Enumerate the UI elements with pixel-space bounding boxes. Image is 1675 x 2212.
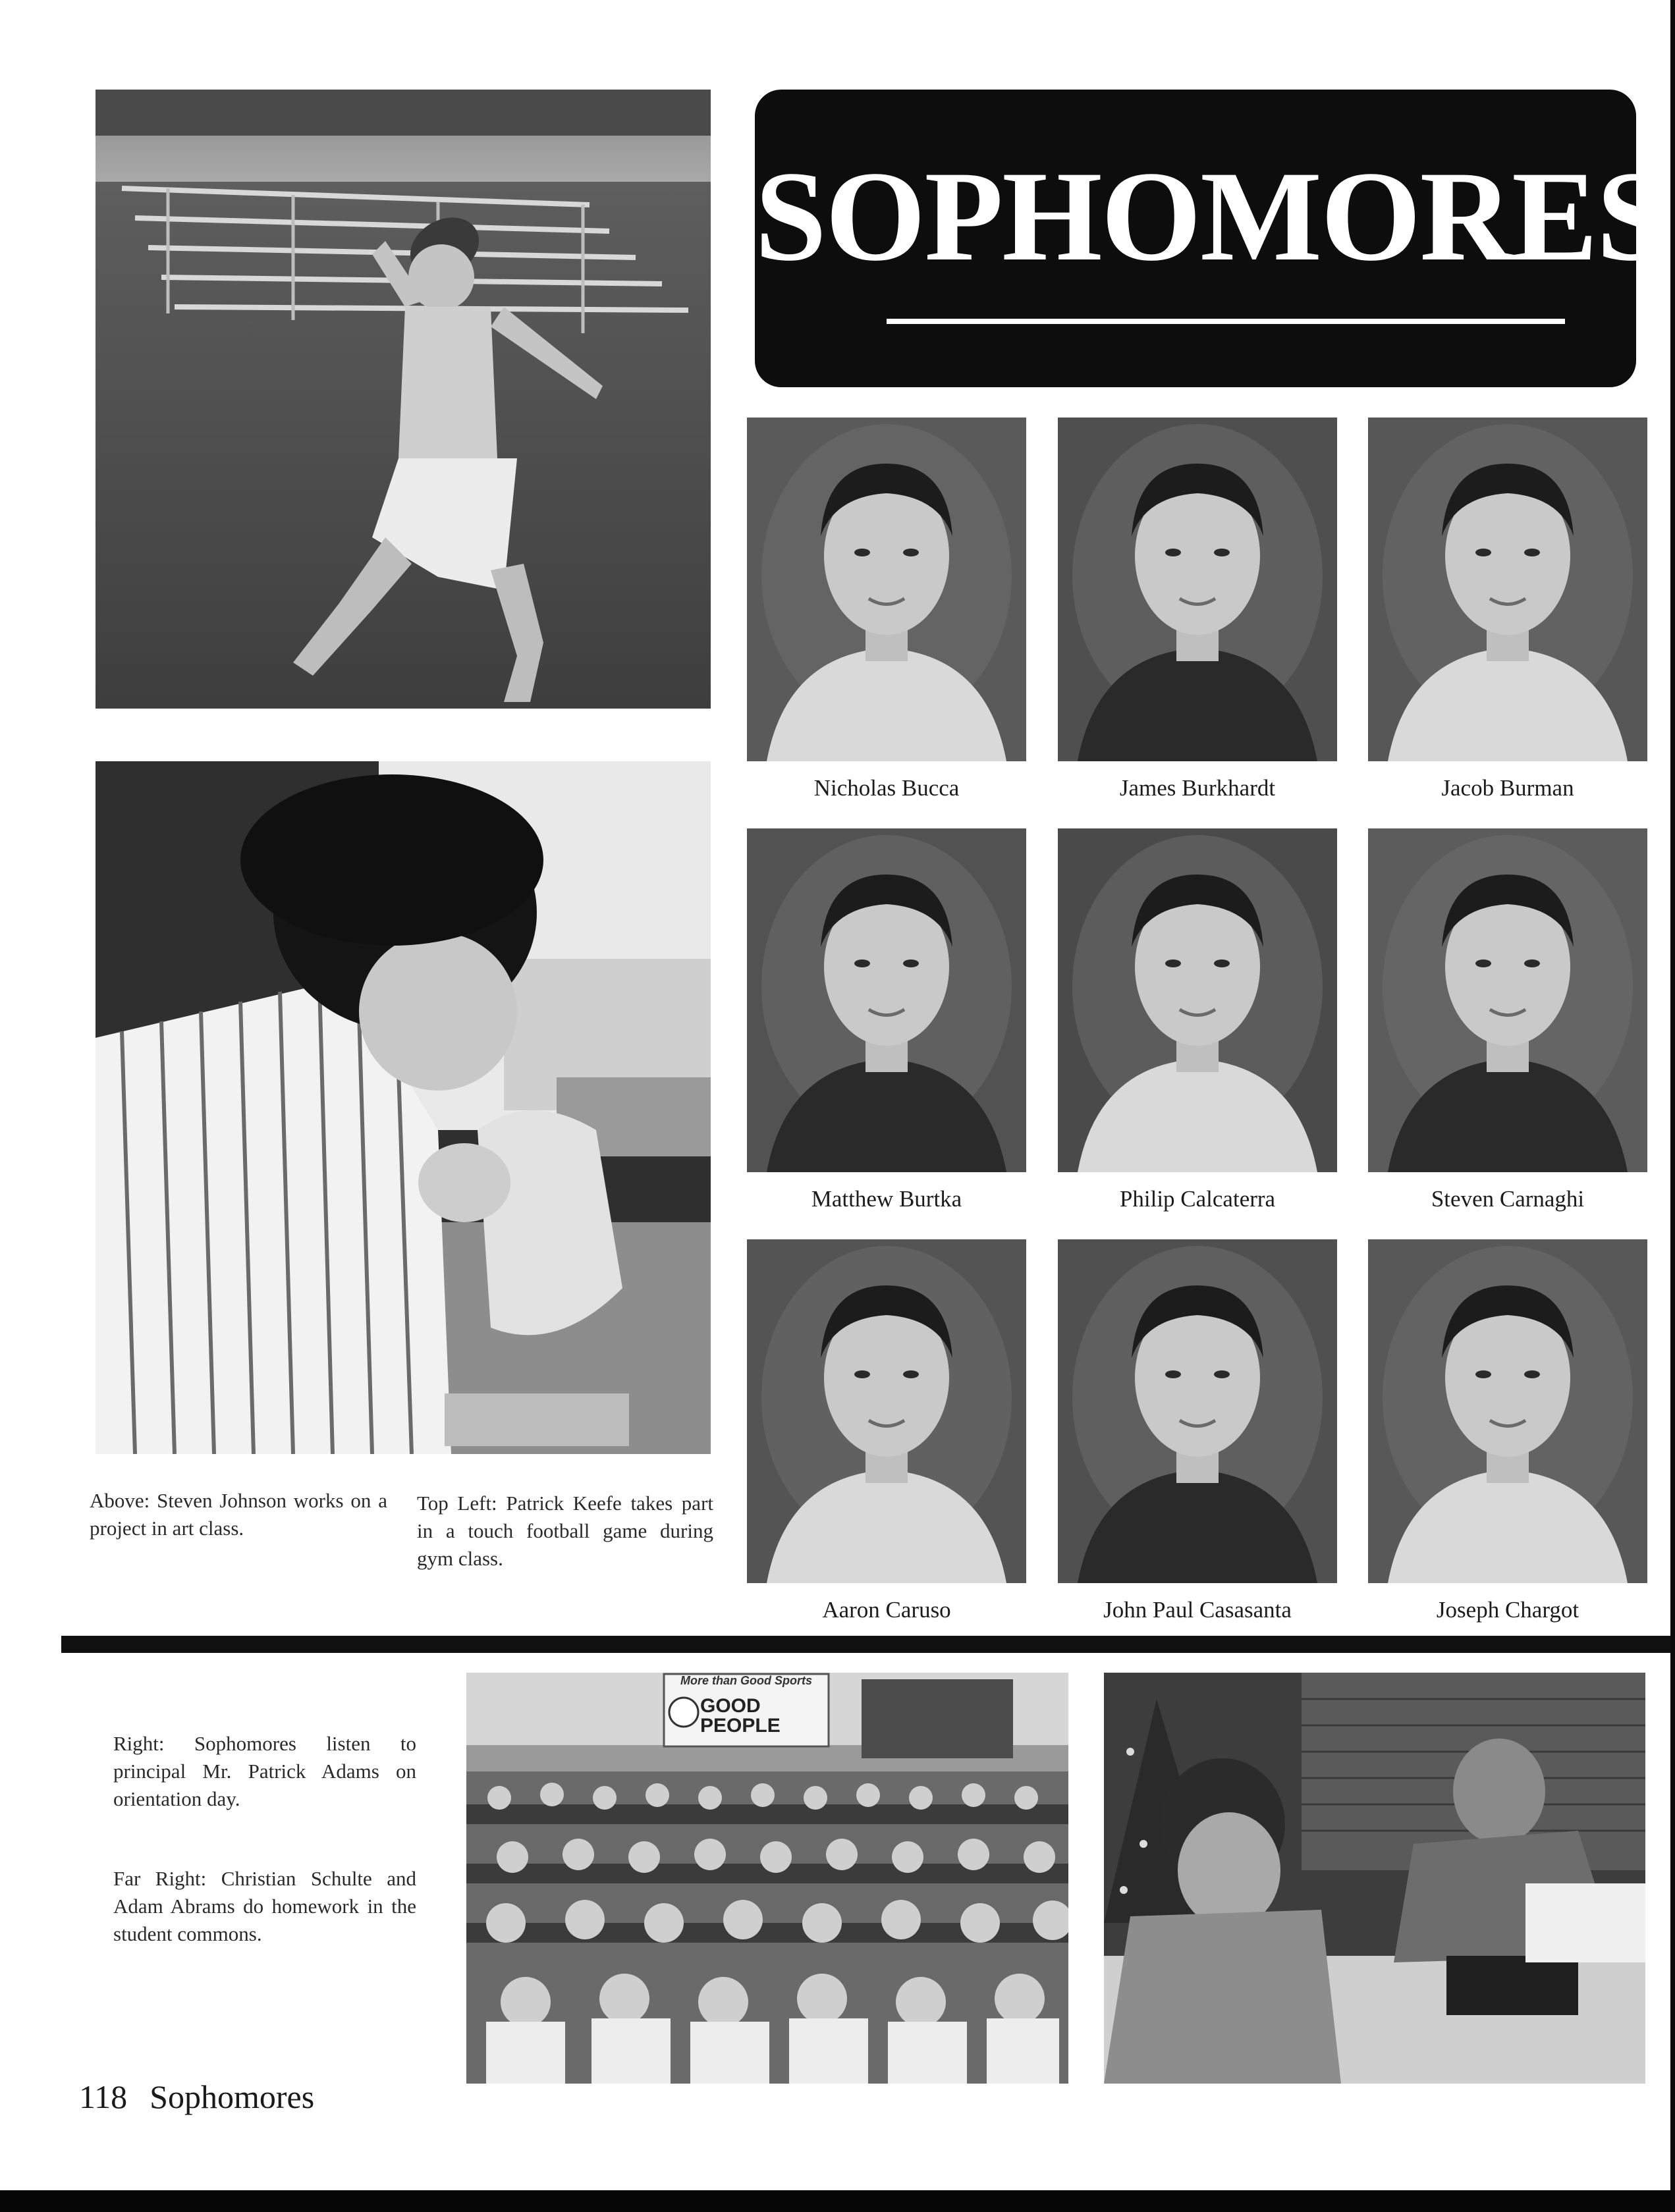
- orientation-photo: [466, 1673, 1068, 2084]
- orientation-banner-top: More than Good Sports: [680, 1674, 812, 1687]
- portrait-name: John Paul Casasanta: [1103, 1597, 1292, 1623]
- commons-photo: [1104, 1673, 1645, 2084]
- portrait-name: Joseph Chargot: [1436, 1597, 1579, 1623]
- section-title-banner: [755, 90, 1667, 387]
- title-underline: [887, 319, 1565, 324]
- page-bottom-edge: [0, 2190, 1675, 2212]
- page-number: 118: [79, 2078, 128, 2115]
- portrait-photo: [1058, 418, 1337, 761]
- portrait-photo: [1368, 1239, 1647, 1583]
- portrait-name: Matthew Burtka: [811, 1186, 962, 1212]
- portrait-photo: [747, 1239, 1026, 1583]
- footer-section-name: Sophomores: [150, 2078, 315, 2115]
- portrait-photo: [1368, 828, 1647, 1172]
- portrait-photo: [747, 418, 1026, 761]
- caption-far-right: Far Right: Christian Schulte and Adam Abrams do homework in the student commons.: [113, 1867, 416, 1945]
- portrait-name: Jacob Burman: [1441, 775, 1574, 801]
- portrait-photo: [1368, 418, 1647, 761]
- portrait-name: Philip Calcaterra: [1119, 1186, 1276, 1212]
- portrait-name: Steven Carnaghi: [1431, 1186, 1585, 1212]
- portrait-name: Aaron Caruso: [822, 1597, 951, 1623]
- page-right-edge: [1670, 0, 1675, 2212]
- orientation-banner-main: GOOD PEOPLE: [700, 1695, 781, 1737]
- portrait-photo: [747, 828, 1026, 1172]
- football-photo: [96, 90, 711, 709]
- caption-top-left: Top Left: Patrick Keefe takes part in a touch football game during gym class.: [417, 1492, 713, 1570]
- caption-right: Right: Sophomores listen to principal Mr. Patrick Adams on orientation day.: [113, 1732, 416, 1810]
- portrait-photo: [1058, 828, 1337, 1172]
- portrait-name: Nicholas Bucca: [813, 775, 960, 801]
- caption-above: Above: Steven Johnson works on a project in art class.: [90, 1489, 387, 1540]
- section-divider: [61, 1636, 1675, 1653]
- portrait-name: James Burkhardt: [1119, 775, 1276, 801]
- portrait-photo: [1058, 1239, 1337, 1583]
- art-class-photo: [96, 761, 711, 1454]
- page-title: SOPHOMORES: [755, 145, 1667, 288]
- page-footer: [79, 2078, 314, 2116]
